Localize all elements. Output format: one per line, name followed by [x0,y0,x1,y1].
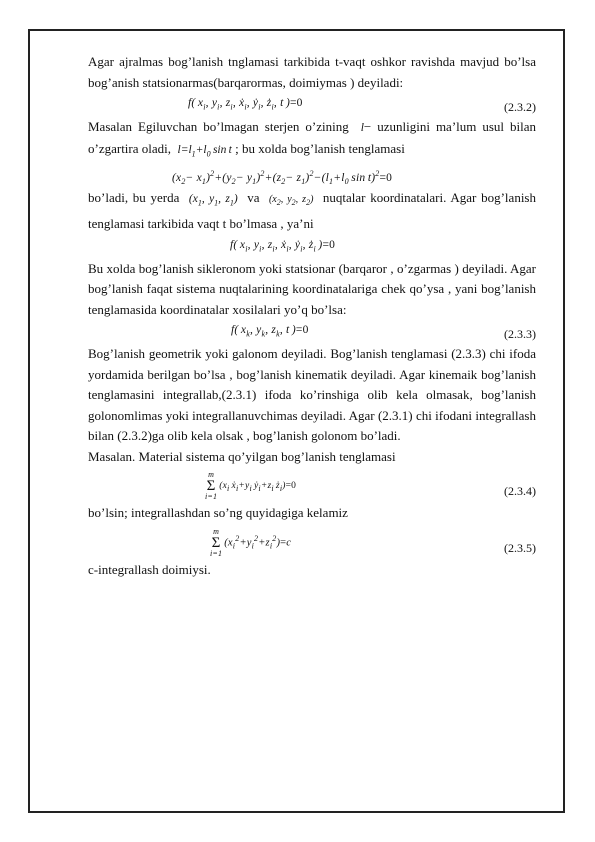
equation-row-5 [88,467,536,503]
paragraph-5: Bog’lanish geometrik yoki galonom deyiladi. Bog’lanish tenglamasi (2.3.3) chi ifoda yordamida berilgan bo’lsa , bog’lanish kinematik deyiladi. Agar kinemaik bog’lanish tenglamasini integrallab,(2.3.1) ifoda ko’rinshiga olib kela olmasak, bog’lanish golonomlimas yoki integrallanuvchimas deyiladi. Agar (2.3.1) chi ifodani integrallash bilan (2.3.2)ga olib kela olsak , bog’lanish golonom bo’ladi. [88,346,536,444]
formula-nonstationary: f( $x_i$, $y_i$, $z_i$, ẋ$_i$, ẏ$_i$, $ż_i$, t )=0 [188,97,303,112]
formula-rod-constraint: $(x_2- x_1)^2+(y_2- y_1)^2+(z_2- z_1)^2-(l_1+l_0$ sin t)$^2$=0 [172,169,393,187]
paragraph-6: Masalan. Material sistema qo’yilgan bog’lanish tenglamasi [88,448,396,464]
equation-number: (2.3.2) [504,100,536,114]
formula-stationary: f( $x_i$, $y_i$, $z_i$, ẋ$_i$, ẏ$_i$, $ż_i$ )=0 [230,238,336,253]
inline-formula-length: $l=l_1+l_0$ sin t [177,143,232,158]
paragraph-2: Masalan Egiluvchan bo’lmagan sterjen o’zining l− uzunligini ma’lum usul bilan o’zgartira oladi, $l=l_1+l_0$ sin t ; bu xolda bog’lanish tenglamasi [88,119,537,158]
document-body [88,52,536,580]
formula-kinematic-sum: m Σ $i=1(x_i$ $ẋ_i+y_i$ $ẏ_i+z_i$ $ż_i)=0$ [205,470,297,502]
paragraph-4: Bu xolda bog’lanish sikleronom yoki statsionar (barqaror , o’zgarmas ) deyiladi. Agar bog’lanish faqat sistema nuqtalarining koordinatalariga chek qo’ysa , yani bog’lanish tenglamasida koordinatalar xosilalari yo’q bo’lsa: [88,260,536,317]
equation-row-2 [88,164,536,188]
inline-formula-l: l [360,122,364,134]
equation-row-1 [88,93,536,117]
paragraph-7: bo’lsin; integrallashdan so’ng quyidagiga kelamiz [88,505,348,521]
inline-formula-point1: ($x_1$, $y_1$, $z_1$) [188,193,238,208]
paragraph-1: Agar ajralmas bog’lanish tnglamasi tarkibida t-vaqt oshkor ravishda mavjud bo’lsa bog’anish statsionarmas(barqarormas, doimiymas ) deyiladi: [88,54,536,90]
equation-row-3 [88,235,536,259]
equation-number: (2.3.3) [504,327,536,342]
formula-geometric: f( $x_k$, $y_k$, $z_k$, t )=0 [231,324,309,339]
paragraph-8: c-integrallash doimiysi. [88,561,211,577]
inline-formula-point2: ($x_2$, $y_2$, $z_2$) [268,194,314,208]
equation-row-4 [88,320,536,344]
formula-integrated-sum: m Σ $i=1(x_i^2+y_i^2+z_i^2)=c$ [210,526,292,558]
equation-row-6 [88,524,536,560]
equation-number: (2.3.4) [504,484,536,499]
paragraph-3: bo’ladi, bu yerda ($x_1$, $y_1$, $z_1$) va ($x_2$, $y_2$, $z_2$) nuqtalar koordinatalari. Agar bog’lanish tenglamasi tarkibida vaqt t bo’lmasa , ya’ni [88,190,536,232]
equation-number: (2.3.5) [504,540,536,555]
